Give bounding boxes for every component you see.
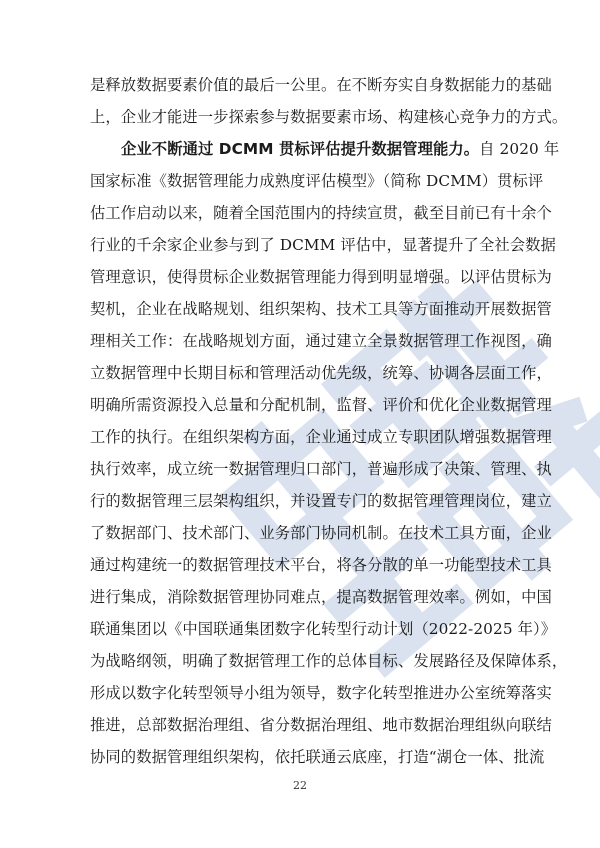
body-line-8: 契机，企业在战略规划、组织架构、技术工具等方面推动开展数据管 xyxy=(90,300,552,318)
body-line-16: 通过构建统一的数据管理技术平台，将各分散的单一功能型技术工具 xyxy=(90,556,552,574)
body-line-4: 国家标准《数据管理能力成熟度评估模型》（简称 DCMM）贯标评 xyxy=(90,172,544,190)
body-line-10: 立数据管理中长期目标和管理活动优先级，统筹、协调各层面工作， xyxy=(90,364,552,382)
body-line-17: 进行集成，消除数据管理协同难点，提高数据管理效率。例如，中国 xyxy=(90,588,552,606)
body-line-19: 为战略纲领，明确了数据管理工作的总体目标、发展路径及保障体系， xyxy=(90,652,568,670)
body-line-13: 执行效率，成立统一数据管理归口部门，普遍形成了决策、管理、执 xyxy=(90,460,552,478)
body-line-9: 理相关工作：在战略规划方面，通过建立全景数据管理工作视图，确 xyxy=(90,332,552,350)
body-line-14: 行的数据管理三层架构组织，并设置专门的数据管理管理岗位，建立 xyxy=(90,492,552,510)
body-line-15: 了数据部门、技术部门、业务部门协同机制。在技术工具方面，企业 xyxy=(90,524,552,542)
paragraph-start-text: 自 2020 年 xyxy=(479,140,560,158)
body-line-11: 明确所需资源投入总量和分配机制，监督、评价和优化企业数据管理 xyxy=(90,396,552,414)
body-line-21: 推进，总部数据治理组、省分数据治理组、地市数据治理组纵向联结 xyxy=(90,716,552,734)
body-line-1: 是释放数据要素价值的最后一公里。在不断夯实自身数据能力的基础 xyxy=(90,76,552,94)
body-line-22: 协同的数据管理组织架构，依托联通云底座，打造“湖仓一体、批流 xyxy=(90,748,545,766)
page-number: 22 xyxy=(293,779,307,792)
body-line-18: 联通集团以《中国联通集团数字化转型行动计划（2022-2025 年）》 xyxy=(90,620,557,638)
body-line-20: 形成以数字化转型领导小组为领导，数字化转型推进办公室统筹落实 xyxy=(90,684,552,702)
body-line-2: 上，企业才能进一步探索参与数据要素市场、构建核心竞争力的方式。 xyxy=(90,108,568,126)
body-line-6: 行业的千余家企业参与到了 DCMM 评估中，显著提升了全社会数据 xyxy=(90,236,556,254)
body-line-12: 工作的执行。在组织架构方面，企业通过成立专职团队增强数据管理 xyxy=(90,428,552,446)
body-line-5: 估工作启动以来，随着全国范围内的持续宣贯，截至目前已有十余个 xyxy=(90,204,552,222)
bold-heading-text: 企业不断通过 DCMM 贯标评估提升数据管理能力。 xyxy=(121,140,480,158)
body-line-7: 管理意识，使得贯标企业数据管理能力得到明显增强。以评估贯标为 xyxy=(90,268,552,286)
paragraph-start-line xyxy=(121,139,560,159)
